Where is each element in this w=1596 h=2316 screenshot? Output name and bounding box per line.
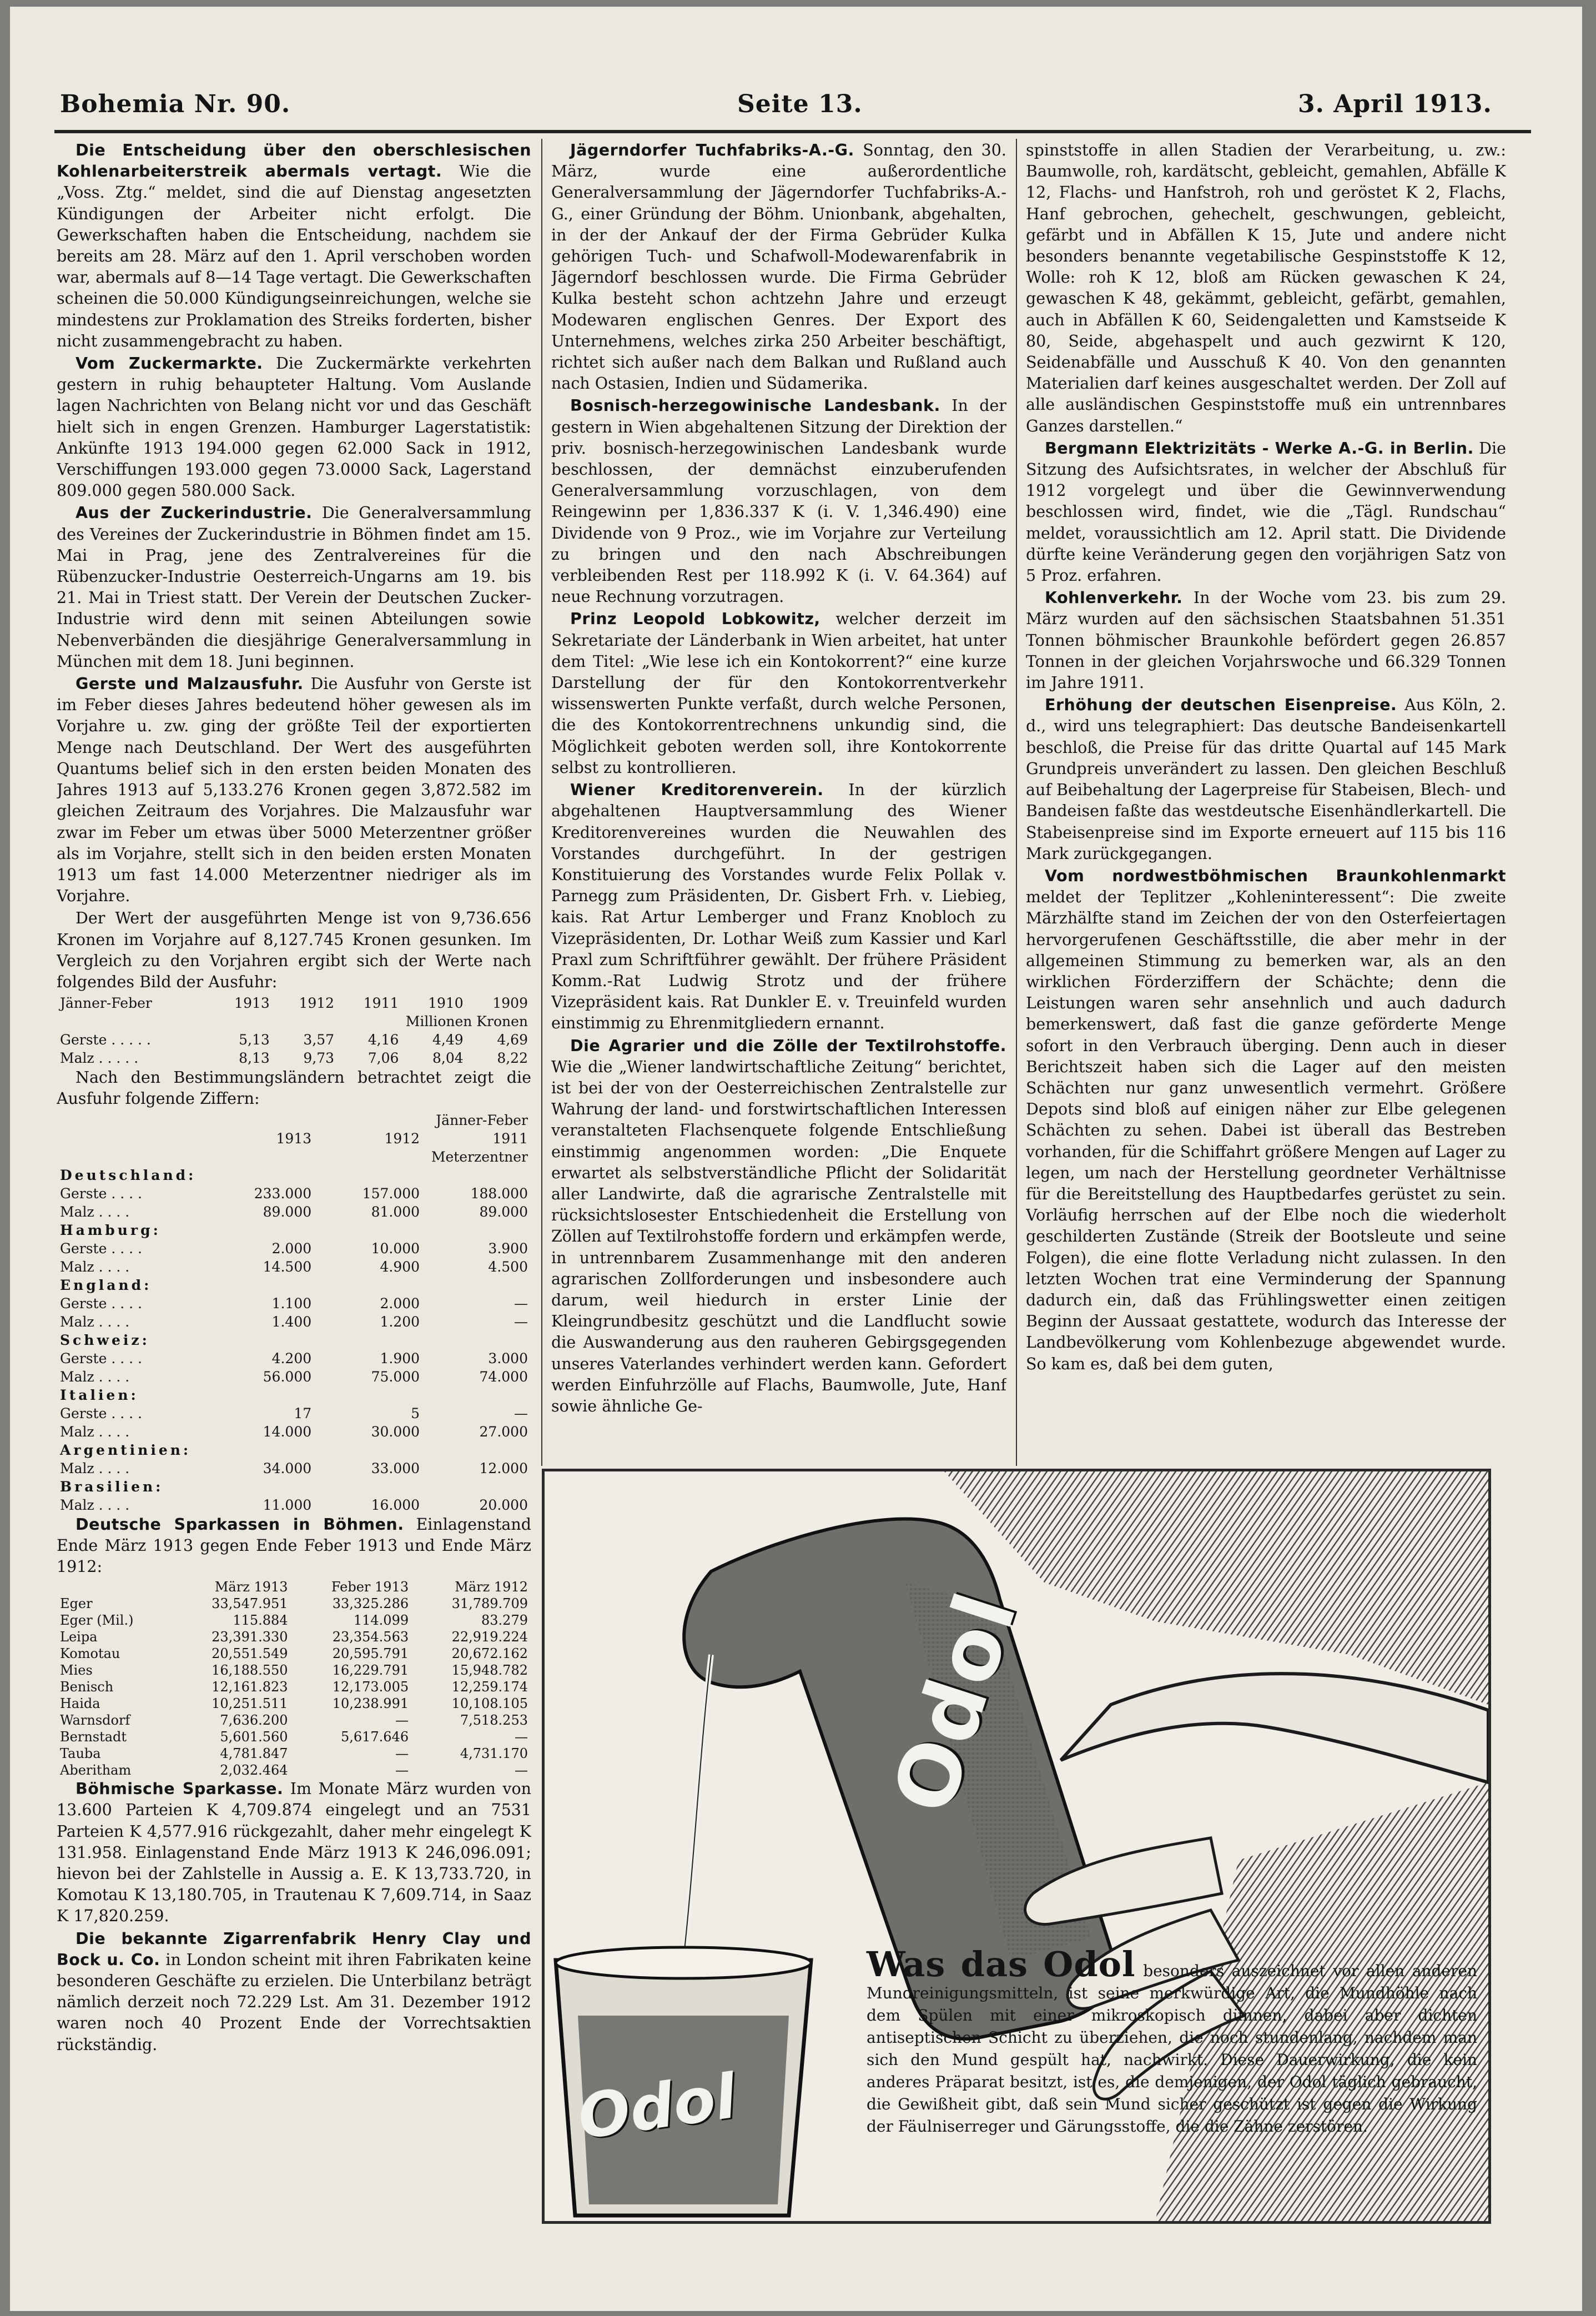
article xyxy=(551,780,1006,1034)
article-title: Vom nordwestböhmischen Braunkohlenmarkt xyxy=(1045,866,1506,885)
cell: 75.000 xyxy=(371,1368,420,1385)
cell: 3,57 xyxy=(303,1032,335,1048)
cell: 10,251.511 xyxy=(212,1696,288,1712)
cell: 15,948.782 xyxy=(451,1662,528,1679)
cell: 16,188.550 xyxy=(212,1662,288,1679)
cell: 16.000 xyxy=(371,1496,420,1513)
cell: 33,325.286 xyxy=(332,1596,409,1612)
article-title: Die Agrarier und die Zölle der Textilrohstoffe. xyxy=(570,1036,1006,1055)
article-paragraph: spinststoffe in allen Stadien der Verarbeitung, u. zw.: Baumwolle, roh, kardätscht, gebleicht, gemahlen, Abfälle K 12, Flachs- und Hanfstroh, roh und geröstet K 2, Flachs, Hanf gebrochen, gehechelt, geschwungen, gebleicht, gefärbt und in Abfällen K 15, Jute und andere nicht besonders benannte vegetabilische Gespinststoffe K 12, Wolle: roh K 12, bloß am Rücken gewaschen K 24, gewaschen K 48, gekämmt, gebleicht, gefärbt, gemahlen, auch in Abfällen K 60, Seidengaletten und Kamstseide K 80, Seide, abgehaspelt und auch gezwirnt K 120, Seidenabfälle und Ausschuß K 40. Von den genannten Materialien darf keines ausgeschaltet werden. Der Zoll auf alle ausländischen Gespinststoffe muß ein untrennbares Ganzes darstellen.“ xyxy=(1026,141,1506,435)
table-row xyxy=(57,1595,531,1612)
ad-copy xyxy=(867,1944,1477,2138)
article-body: Sonntag, den 30. März, wurde eine außerordentliche Generalversammlung der Jägerndorfer Tuchfabriks-A.-G., einer Gründung der Böhm. Unionbank, abgehalten, in der der Ankauf der der Firma Gebrüder Kulka gehörigen Tuch- und Schafwoll-Modewarenfabrik in Jägerndorf beschlossen wurde. Die Firma Gebrüder Kulka besteht schon achtzehn Jahre und erzeugt Modewaren englischen Genres. Der Export des Unternehmens, welches zirka 250 Arbeiter beschäftigt, richtet sich außer nach dem Balkan und Rußland auch nach Ostasien, Indien und Südamerika. xyxy=(551,141,1006,393)
table-row xyxy=(57,1031,531,1049)
unit-label: Meterzentner xyxy=(431,1148,528,1165)
article-title: Bergmann Elektrizitäts - Werke A.-G. in Berlin. xyxy=(1045,439,1474,458)
cell: — xyxy=(395,1712,409,1729)
savings-bank-table xyxy=(57,1579,531,1779)
cell: 10,238.991 xyxy=(332,1696,409,1712)
article-paragraph: Nach den Bestimmungsländern betrachtet zeigt die Ausfuhr folgende Ziffern: xyxy=(57,1068,531,1108)
article-body: Die Sitzung des Aufsichtsrates, in welcher der Abschluß für 1912 vorgelegt und über die Gewinnverwendung beschlossen wird, findet, wie die „Tägl. Rundschau“ meldet, voraussichtlich am 12. April statt. Die Dividende dürfte keine Veränderung gegen den vorjährigen Satz von 5 Proz. erfahren. xyxy=(1026,439,1506,585)
table-row xyxy=(57,1423,531,1441)
row-label: Gerste . . . . xyxy=(60,1350,142,1367)
year-header: 1911 xyxy=(492,1130,528,1147)
cell: 14.000 xyxy=(263,1423,312,1440)
table-row xyxy=(57,1612,531,1629)
row-label: Malz . . . . xyxy=(60,1203,130,1220)
cell: 23,391.330 xyxy=(212,1629,288,1645)
article xyxy=(1026,695,1506,865)
table-row xyxy=(57,1496,531,1514)
table-row xyxy=(57,1404,531,1423)
unit-label: Millionen Kronen xyxy=(405,1013,528,1030)
cell: 12.000 xyxy=(479,1460,528,1476)
article-title: Aus der Zuckerindustrie. xyxy=(75,504,313,523)
row-label: Malz . . . . xyxy=(60,1258,130,1275)
article xyxy=(57,1514,531,1578)
year-header: 1910 xyxy=(428,995,464,1012)
row-label: Komotau xyxy=(60,1646,120,1662)
cell: 33,547.951 xyxy=(212,1596,288,1612)
cell: 4,731.170 xyxy=(460,1746,528,1762)
article xyxy=(57,353,531,501)
cell: 17 xyxy=(294,1405,312,1421)
country-label: Deutschland: xyxy=(60,1167,197,1183)
cell: 233.000 xyxy=(254,1185,312,1202)
cell: 89.000 xyxy=(479,1203,528,1220)
glass-rim xyxy=(556,1947,811,1978)
ad-body: besonders auszeichnet vor allen anderen Mundreinigungsmitteln, ist seine merkwürdige Art, die Mundhöhle nach dem Spülen mit einer mikroskopisch dünnen, dabei aber dichten antiseptischen Schicht zu überziehen, die noch stundenlang, nachdem man sich den Mund gespült hat, nachwirkt. Diese Dauerwirkung, die kein anderes Präparat besitzt, ist es, die demjenigen, der Odol täglich gebraucht, die Gewißheit gibt, daß sein Mund sicher geschützt ist gegen die Wirkung der Fäulniserreger und Gärungsstoffe, die die Zähne zerstören. xyxy=(867,1962,1477,2136)
year-header: 1913 xyxy=(234,995,270,1012)
table-row xyxy=(57,1258,531,1276)
article-body: welcher derzeit im Sekretariate der Länderbank in Wien arbeitet, hat unter dem Titel: „Wie lese ich ein Kontokorrent?“ eine kurze Darstellung der für den Kontokorrentverkehr wissenswerten Punkte verfaßt, durch welche Personen, die des Kontokorrentrechnens unkundig sind, die Möglichkeit geboten werden soll, ihre Kontokorrente selbst zu kontrollieren. xyxy=(551,610,1006,777)
year-header: 1909 xyxy=(492,995,528,1012)
cell: 10,108.105 xyxy=(451,1696,528,1712)
cell: 20,595.791 xyxy=(332,1646,409,1662)
cell: 5,601.560 xyxy=(220,1729,288,1745)
table-row xyxy=(57,1313,531,1331)
article-paragraph: Der Wert der ausgeführten Menge ist von 9,736.656 Kronen im Vorjahre auf 8,127.745 Kronen gesunken. Im Vergleich zu den Vorjahren ergibt sich der Werte nach folgendes Bild der Ausfuhr: xyxy=(57,909,531,991)
row-label: Gerste . . . . xyxy=(60,1240,142,1257)
cell: 3.000 xyxy=(488,1350,528,1367)
cell: — xyxy=(514,1295,528,1312)
cell: 7,518.253 xyxy=(460,1712,528,1729)
odol-advertisement xyxy=(542,1469,1491,2224)
cell: 7,636.200 xyxy=(220,1712,288,1729)
cell: 20,672.162 xyxy=(451,1646,528,1662)
year-header: 1912 xyxy=(299,995,335,1012)
article xyxy=(1026,438,1506,586)
article-title: Erhöhung der deutschen Eisenpreise. xyxy=(1045,696,1397,715)
header-page-number: Seite 13. xyxy=(737,90,863,118)
cell: 5,617.646 xyxy=(340,1729,409,1745)
cell: 1.400 xyxy=(271,1313,312,1330)
article-body: Im Monate März wurden von 13.600 Parteien K 4,709.874 eingelegt und an 7531 Parteien K 4,577.916 rückgezahlt, daher mehr eingelegt K 131.958. Einlagenstand Ende März 1913 K 246,096.091; hievon bei der Zahlstelle in Aussig a. E. K 13,733.720, in Komotau K 13,180.705, in Trautenau K 7,609.714, in Saaz K 17,820.259. xyxy=(57,1780,531,1926)
cell: 2.000 xyxy=(380,1295,420,1312)
column-1 xyxy=(57,140,531,2294)
glass-label: Odol xyxy=(573,2060,741,2153)
table-row xyxy=(57,1203,531,1221)
row-label: Malz . . . . xyxy=(60,1423,130,1440)
row-label: Eger (Mil.) xyxy=(60,1612,134,1629)
cell: 27.000 xyxy=(479,1423,528,1440)
country-label: Brasilien: xyxy=(60,1478,164,1495)
cell: 4,49 xyxy=(432,1032,464,1048)
cell: 4,781.847 xyxy=(220,1746,288,1762)
article-body: meldet der Teplitzer „Kohleninteressent“: Die zweite Märzhälfte stand im Zeichen der von den Osterfeiertagen hervorgerufenen Geschäftsstille, die aber mehr in der allgemeinen Stimmung zu bemerken war, als an den wirklichen Förderziffern der Schächte; denn die Leistungen waren sehr ansehnlich und auch dadurch bemerkenswert, daß fast die ganze geförderte Menge sofort in den Verbrauch überging. Denn auch in dieser Berichtszeit haben sich die Lager auf den meisten Schächten nur ganz unwesentlich vermehrt. Größere Depots sind bloß auf einigen näher zur Elbe gelegenen Schächten zu sehen. Dabei ist überall das Bestreben vorhanden, für die Schiffahrt größere Mengen auf Lager zu legen, um nach der Herstellung geordneter Verhältnisse für die Bereitstellung des Hauptbedarfes gerüstet zu sein. Vorläufig herrschen auf der Elbe noch die wiederholt geschilderten Zustände (Streik der Bootsleute und seine Folgen), die eine flotte Verladung nicht zulassen. In den letzten Wochen trat eine Verminderung der Spannung dadurch ein, daß das Frühlingswetter einen zeitigen Beginn der Aussaat gestattete, wodurch das Interesse der Landbevölkerung vom Kohlenbezuge abgewendet wurde. So kam es, daß bei dem guten, xyxy=(1026,888,1506,1373)
cell: 14.500 xyxy=(263,1258,312,1275)
header-left: Bohemia Nr. 90. xyxy=(60,90,291,118)
row-label: Warnsdorf xyxy=(60,1712,130,1729)
article-title: Deutsche Sparkassen in Böhmen. xyxy=(75,1515,404,1534)
article-body: Einlagenstand Ende März 1913 gegen Ende Feber 1913 und Ende März 1912: xyxy=(57,1515,531,1576)
table-row xyxy=(57,1662,531,1679)
article-body: Wie die „Wiener landwirtschaftliche Zeitung“ berichtet, ist bei der von der Oesterreichischen Zentralstelle zur Wahrung der land- und forstwirtschaftlichen Interessen veranstalteten Flachsenquete folgende Entschließung einstimmig angenommen worden: „Die Enquete erwartet als selbstverständliche Pflicht der Solidarität aller Landwirte, daß die agrarische Zentralstelle mit rücksichtslosester Entschiedenheit die Erstellung von Zöllen auf Textilrohstoffe fordern und erkämpfen werde, in untrennbarem Zusammenhange mit den anderen agrarischen Zollforderungen und insbesondere auch darum, weil hiedurch in erster Linie der Kleingrundbesitz geschützt und die Landflucht sowie die Auswanderung aus den rauheren Gebirgsgegenden unseres Vaterlandes verhindert werden kann. Gefordert werden Einfuhrzölle auf Flachs, Baumwolle, Jute, Hanf sowie ähnliche Ge- xyxy=(551,1057,1006,1415)
table-label: Jänner-Feber xyxy=(60,995,152,1012)
row-label: Malz . . . . xyxy=(60,1496,130,1513)
article xyxy=(57,1779,531,1927)
cell: 74.000 xyxy=(479,1368,528,1385)
export-destination-table xyxy=(57,1111,531,1514)
article-body: Wie die „Voss. Ztg.“ meldet, sind die auf Dienstag angesetzten Kündigungen der Arbeiter nicht erfolgt. Die Gewerkschaften haben die Entscheidung, nachdem sie bereits am 28. März auf den 1. April verschoben worden war, abermals auf 8—14 Tage vertagt. Die Gewerkschaften scheinen die 50.000 Kündigungseinreichungen, welche sie mindestens zur Proklamation des Streiks forderten, bisher nicht zusammengebracht zu haben. xyxy=(57,162,531,350)
cell: 8,13 xyxy=(239,1050,270,1067)
article xyxy=(57,674,531,907)
bottle-label: Odol xyxy=(874,1580,1036,1825)
cell: 23,354.563 xyxy=(332,1629,409,1645)
cell: 188.000 xyxy=(470,1185,528,1202)
row-label: Mies xyxy=(60,1662,93,1679)
table-row xyxy=(57,1645,531,1662)
row-label: Bernstadt xyxy=(60,1729,127,1745)
cell: 81.000 xyxy=(371,1203,420,1220)
cell: 2.000 xyxy=(271,1240,312,1257)
cell: 1.100 xyxy=(271,1295,312,1312)
row-label: Haida xyxy=(60,1696,100,1712)
article-body: Die Ausfuhr von Gerste ist im Feber dieses Jahres bedeutend höher gewesen als im Vorjahre u. zw. ging der größte Teil der exportierten Menge nach Deutschland. Der Wert des ausgeführten Quantums belief sich in den ersten beiden Monaten des Jahres 1913 auf 5,133.276 Kronen gegen 3,872.582 im gleichen Zeitraum des Vorjahres. Die Malzausfuhr war zwar im Feber um etwas über 5000 Meterzentner größer als im Vorjahre, stellt sich in den beiden ersten Monaten 1913 um fast 14.000 Meterzentner niedriger als im Vorjahre. xyxy=(57,675,531,906)
article-body: Die Zuckermärkte verkehrten gestern in ruhig behaupteter Haltung. Vom Auslande lagen Nachrichten von Belang nicht vor und das Geschäft hielt sich in engen Grenzen. Hamburger Lagerstatistik: Ankünfte 1913 194.000 gegen 62.000 Sack in 1912, Verschiffungen 193.000 gegen 73.0000 Sack, Lagerstand 809.000 gegen 580.000 Sack. xyxy=(57,354,531,500)
cell: 7,06 xyxy=(367,1050,399,1067)
cell: 157.000 xyxy=(362,1185,420,1202)
country-label: Hamburg: xyxy=(60,1222,161,1238)
cell: 115.884 xyxy=(233,1612,288,1629)
country-label: England: xyxy=(60,1277,152,1293)
column-header: März 1912 xyxy=(455,1579,528,1595)
row-label: Tauba xyxy=(60,1746,101,1762)
background-hatching xyxy=(944,1471,1488,1705)
cell: 1.200 xyxy=(380,1313,420,1330)
article-title: Gerste und Malzausfuhr. xyxy=(75,675,304,694)
ad-headline: Was das Odol xyxy=(867,1944,1136,1985)
export-value-table xyxy=(57,994,531,1067)
article xyxy=(57,140,531,352)
row-label: Eger xyxy=(60,1596,93,1612)
year-header: 1913 xyxy=(276,1130,312,1147)
table-row xyxy=(57,1368,531,1386)
cell: 56.000 xyxy=(263,1368,312,1385)
cell: — xyxy=(395,1762,409,1779)
cell: — xyxy=(514,1313,528,1330)
column-divider xyxy=(541,139,542,1466)
table-row xyxy=(57,1294,531,1313)
article xyxy=(551,140,1006,394)
table-row xyxy=(57,1762,531,1779)
cell: 33.000 xyxy=(371,1460,420,1476)
article-body: In der gestern in Wien abgehaltenen Sitzung der Direktion der priv. bosnisch-herzegowinischen Landesbank wurde beschlossen, der demnächst einzuberufenden Generalversammlung vorzuschlagen, von dem Reingewinn per 1,836.337 K (i. V. 1,346.490) eine Dividende von 9 Proz., wie im Vorjahre zur Verteilung zu bringen und den nach Abschreibungen verbleibenden Rest per 118.992 K (i. V. 64.364) auf neue Rechnung vorzutragen. xyxy=(551,396,1006,606)
column-2 xyxy=(551,140,1006,1464)
country-label: Argentinien: xyxy=(60,1441,192,1458)
cell: 1.900 xyxy=(380,1350,420,1367)
cell: 4,16 xyxy=(367,1032,399,1048)
cell: 4,69 xyxy=(497,1032,528,1048)
cell: 9,73 xyxy=(303,1050,335,1067)
article-body: Die Generalversammlung des Vereines der Zuckerindustrie in Böhmen findet am 15. Mai in Prag, jene des Zentralvereines für die Rübenzucker-Industrie Oesterreich-Ungarns am 19. bis 21. Mai in Triest statt. Der Verein der Deutschen Zucker-Industrie wird denn mit seinen Abteilungen sowie Nebenverbänden die diesjährige Generalversammlung in München mit dem 18. Juni beginnen. xyxy=(57,504,531,671)
row-label: Benisch xyxy=(60,1679,114,1695)
table-row xyxy=(57,1349,531,1368)
article-body: In der kürzlich abgehaltenen Hauptversammlung des Wiener Kreditorenvereines wurden die Neuwahlen des Vorstandes durchgeführt. In der gestrigen Konstituierung des Vorstandes wurde Felix Pollak v. Parnegg zum Präsidenten, Dr. Gisbert Frh. v. Liebieg, kais. Rat Artur Lemberger und Franz Knobloch zu Vizepräsidenten, Dr. Lothar Weiß zum Kassier und Karl Praxl zum Schriftführer gewählt. Der frühere Präsident Komm.-Rat Ludwig Strotz und der frühere Vizepräsident kais. Rat Dunkler E. v. Treuinfeld wurden einstimmig zu Ehrenmitgliedern ernannt. xyxy=(551,781,1006,1033)
country-label: Schweiz: xyxy=(60,1332,150,1348)
row-label: Malz . . . . . xyxy=(60,1050,139,1067)
column-header: März 1913 xyxy=(214,1579,288,1595)
cell: — xyxy=(515,1729,528,1745)
row-label: Malz . . . . xyxy=(60,1460,130,1476)
article-title: Vom Zuckermarkte. xyxy=(75,354,263,373)
header-rule xyxy=(54,130,1531,133)
article xyxy=(57,503,531,672)
article-body: In der Woche vom 23. bis zum 29. März wurden auf den sächsischen Staatsbahnen 51.351 Tonnen böhmischer Braunkohle befördert gegen 26.857 Tonnen in der gleichen Vorjahrswoche und 66.329 Tonnen im Jahre 1911. xyxy=(1026,589,1506,692)
cell: 31,789.709 xyxy=(451,1596,528,1612)
cell: 10.000 xyxy=(371,1240,420,1257)
cell: 5 xyxy=(411,1405,420,1421)
cell: 5,13 xyxy=(239,1032,270,1048)
article-title: Bosnisch-herzegowinische Landesbank. xyxy=(570,396,940,415)
cell: 20.000 xyxy=(479,1496,528,1513)
year-header: 1911 xyxy=(363,995,399,1012)
table-row xyxy=(57,1695,531,1712)
table-row xyxy=(57,1459,531,1478)
article-title: Die bekannte Zigarrenfabrik Henry Clay und Bock u. Co. xyxy=(57,1929,531,1969)
column-header: Feber 1913 xyxy=(331,1579,409,1595)
header-date: 3. April 1913. xyxy=(1298,90,1492,118)
table-header: Jänner-Feber xyxy=(436,1112,528,1128)
column-3 xyxy=(1026,140,1506,1464)
row-label: Malz . . . . xyxy=(60,1368,130,1385)
article-body: in London scheint mit ihren Fabrikaten keine besonderen Geschäfte zu erzielen. Die Unterbilanz beträgt nämlich derzeit noch 72.229 Lst. Am 31. Dezember 1912 waren noch 40 Prozent Ende der Vorrechtsaktien rückständig. xyxy=(57,1950,531,2054)
cell: 12,161.823 xyxy=(212,1679,288,1695)
country-label: Italien: xyxy=(60,1386,139,1403)
article xyxy=(551,609,1006,778)
table-row xyxy=(57,1679,531,1695)
article-title: Wiener Kreditorenverein. xyxy=(570,781,824,800)
table-row xyxy=(57,1184,531,1203)
cell: 83.279 xyxy=(481,1612,528,1629)
row-label: Gerste . . . . xyxy=(60,1405,142,1421)
year-header: 1912 xyxy=(384,1130,420,1147)
row-label: Leipa xyxy=(60,1629,98,1645)
article-title: Kohlenverkehr. xyxy=(1045,589,1183,607)
article xyxy=(1026,587,1506,694)
cell: 4.900 xyxy=(380,1258,420,1275)
article xyxy=(57,1928,531,2056)
article-title: Die Entscheidung über den oberschlesischen Kohlenarbeiterstreik abermals vertagt. xyxy=(57,141,531,181)
cell: 22,919.224 xyxy=(451,1629,528,1645)
article xyxy=(551,395,1006,607)
cell: — xyxy=(514,1405,528,1421)
table-row xyxy=(57,1239,531,1258)
cell: 16,229.791 xyxy=(332,1662,409,1679)
table-row xyxy=(57,1049,531,1067)
cell: 8,04 xyxy=(432,1050,464,1067)
article-title: Prinz Leopold Lobkowitz, xyxy=(570,610,820,629)
cell: 11.000 xyxy=(263,1496,312,1513)
article-title: Böhmische Sparkasse. xyxy=(75,1780,284,1798)
table-row xyxy=(57,1629,531,1645)
row-label: Gerste . . . . . xyxy=(60,1032,151,1048)
cell: 4.500 xyxy=(488,1258,528,1275)
article-body: Aus Köln, 2. d., wird uns telegraphiert: Das deutsche Bandeisenkartell beschloß, die Preise für das dritte Quartal auf 145 Mark Grundpreis unverändert zu lassen. Den gleichen Beschluß auf Beibehaltung der Lagerpreise für Stabeisen, Blech- und Bandeisen faßte das westdeutsche Eisenhändlerkartell. Die Stabeisenpreise sind im Exporte erneuert auf 115 bis 116 Mark zurückgegangen. xyxy=(1026,696,1506,863)
row-label: Aberitham xyxy=(60,1762,132,1779)
cell: 114.099 xyxy=(353,1612,409,1629)
newspaper-page xyxy=(10,7,1582,2311)
cell: 20,551.549 xyxy=(212,1646,288,1662)
cell: 30.000 xyxy=(371,1423,420,1440)
cell: 4.200 xyxy=(271,1350,312,1367)
cell: 2,032.464 xyxy=(220,1762,288,1779)
article xyxy=(551,1036,1006,1418)
cell: — xyxy=(395,1746,409,1762)
table-row xyxy=(57,1745,531,1762)
cell: 8,22 xyxy=(497,1050,528,1067)
cell: 12,259.174 xyxy=(451,1679,528,1695)
hand-arm xyxy=(1061,1674,1488,1782)
article xyxy=(1026,866,1506,1375)
cell: 89.000 xyxy=(263,1203,312,1220)
column-divider xyxy=(1016,139,1017,1466)
cell: 34.000 xyxy=(263,1460,312,1476)
table-row xyxy=(57,1729,531,1745)
row-label: Malz . . . . xyxy=(60,1313,130,1330)
row-label: Gerste . . . . xyxy=(60,1295,142,1312)
cell: 3.900 xyxy=(488,1240,528,1257)
article-title: Jägerndorfer Tuchfabriks-A.-G. xyxy=(570,141,854,159)
row-label: Gerste . . . . xyxy=(60,1185,142,1202)
cell: — xyxy=(515,1762,528,1779)
cell: 12,173.005 xyxy=(332,1679,409,1695)
table-row xyxy=(57,1712,531,1729)
